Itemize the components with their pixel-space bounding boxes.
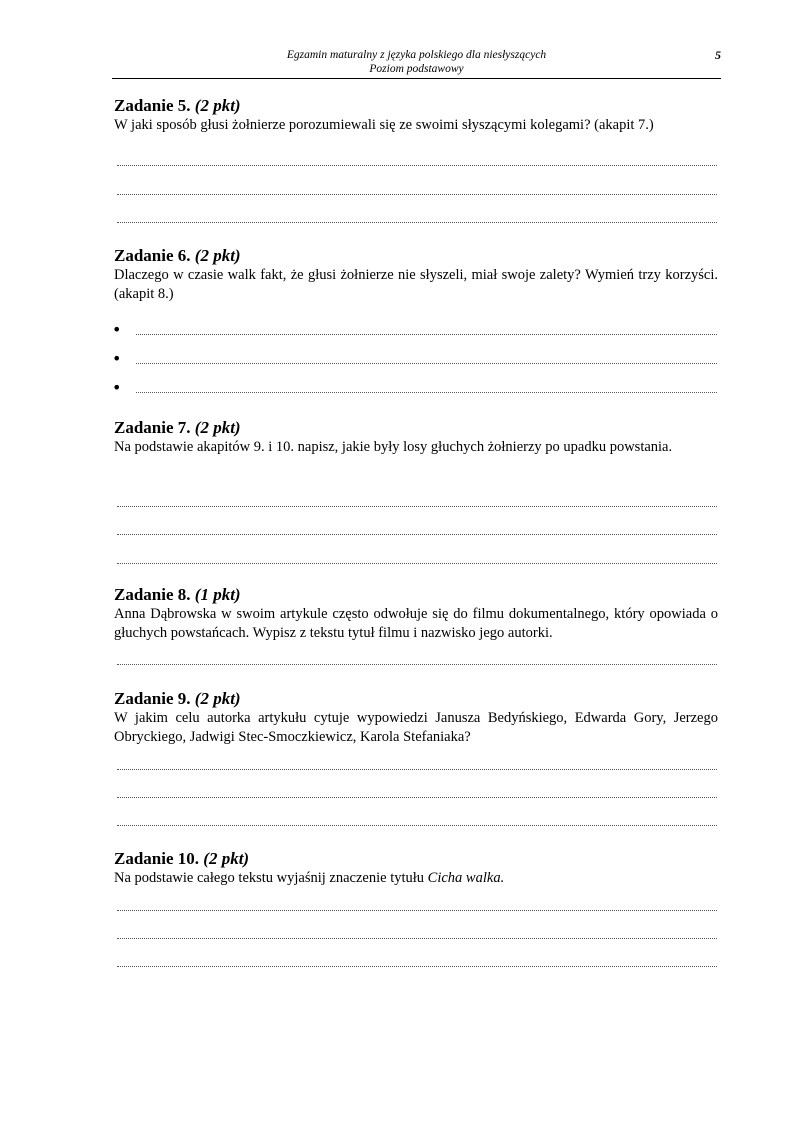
exam-level: Poziom podstawowy: [369, 63, 464, 75]
task-question: W jakim celu autorka artykułu cytuje wypowiedzi Janusza Bedyńskiego, Edwarda Gory, Jerzego Obryckiego, Jadwigi Stec-Smoczkiewicz, Karola Stefaniaka?: [114, 710, 718, 745]
task-5: [114, 96, 718, 135]
bullet-icon: •: [112, 378, 122, 397]
task-8: [114, 585, 718, 643]
task-10: [114, 849, 718, 888]
exam-title: Egzamin maturalny z języka polskiego dla niesłyszących: [286, 49, 547, 61]
task-6: [114, 246, 718, 304]
answer-line[interactable]: [117, 905, 717, 911]
answer-line[interactable]: [117, 933, 717, 939]
answer-line[interactable]: [136, 387, 717, 393]
task-question: Na podstawie całego tekstu wyjaśnij znaczenie tytułu Cicha walka.: [114, 870, 505, 886]
answer-line[interactable]: [117, 792, 717, 798]
page-header: [112, 48, 721, 79]
answer-line[interactable]: [117, 160, 717, 166]
task-question: Dlaczego w czasie walk fakt, że głusi żołnierze nie słyszeli, miał swoje zalety? Wymień trzy korzyści. (akapit 8.): [114, 267, 718, 302]
answer-line[interactable]: [136, 329, 717, 335]
answer-line[interactable]: [117, 189, 717, 195]
bullet-icon: •: [112, 349, 122, 368]
answer-line[interactable]: [117, 558, 717, 564]
answer-line[interactable]: [117, 501, 717, 507]
task-question: Na podstawie akapitów 9. i 10. napisz, jakie były losy głuchych żołnierzy po upadku powstania.: [114, 439, 673, 455]
answer-line[interactable]: [136, 358, 717, 364]
task-title: Zadanie 7. (2 pkt): [114, 418, 241, 437]
answer-line[interactable]: [117, 529, 717, 535]
cited-title: Cicha walka.: [427, 870, 505, 886]
answer-line[interactable]: [117, 217, 717, 223]
task-title: Zadanie 5. (2 pkt): [114, 96, 241, 115]
bullet-icon: •: [112, 320, 122, 339]
task-title: Zadanie 8. (1 pkt): [114, 585, 241, 604]
task-question: W jaki sposób głusi żołnierze porozumiewali się ze swoimi słyszącymi kolegami? (akapit 7.): [114, 117, 654, 133]
answer-line[interactable]: [117, 659, 717, 665]
task-7: [114, 418, 718, 457]
task-title: Zadanie 9. (2 pkt): [114, 689, 241, 708]
answer-line[interactable]: [117, 764, 717, 770]
task-question: Anna Dąbrowska w swoim artykule często odwołuje się do filmu dokumentalnego, który opowiada o głuchych powstańcach. Wypisz z tekstu tytuł filmu i nazwisko jego autorki.: [114, 606, 718, 641]
answer-line[interactable]: [117, 961, 717, 967]
task-title: Zadanie 6. (2 pkt): [114, 246, 241, 265]
answer-line[interactable]: [117, 820, 717, 826]
page-number: 5: [715, 48, 721, 62]
task-9: [114, 689, 718, 747]
task-title: Zadanie 10. (2 pkt): [114, 849, 250, 868]
